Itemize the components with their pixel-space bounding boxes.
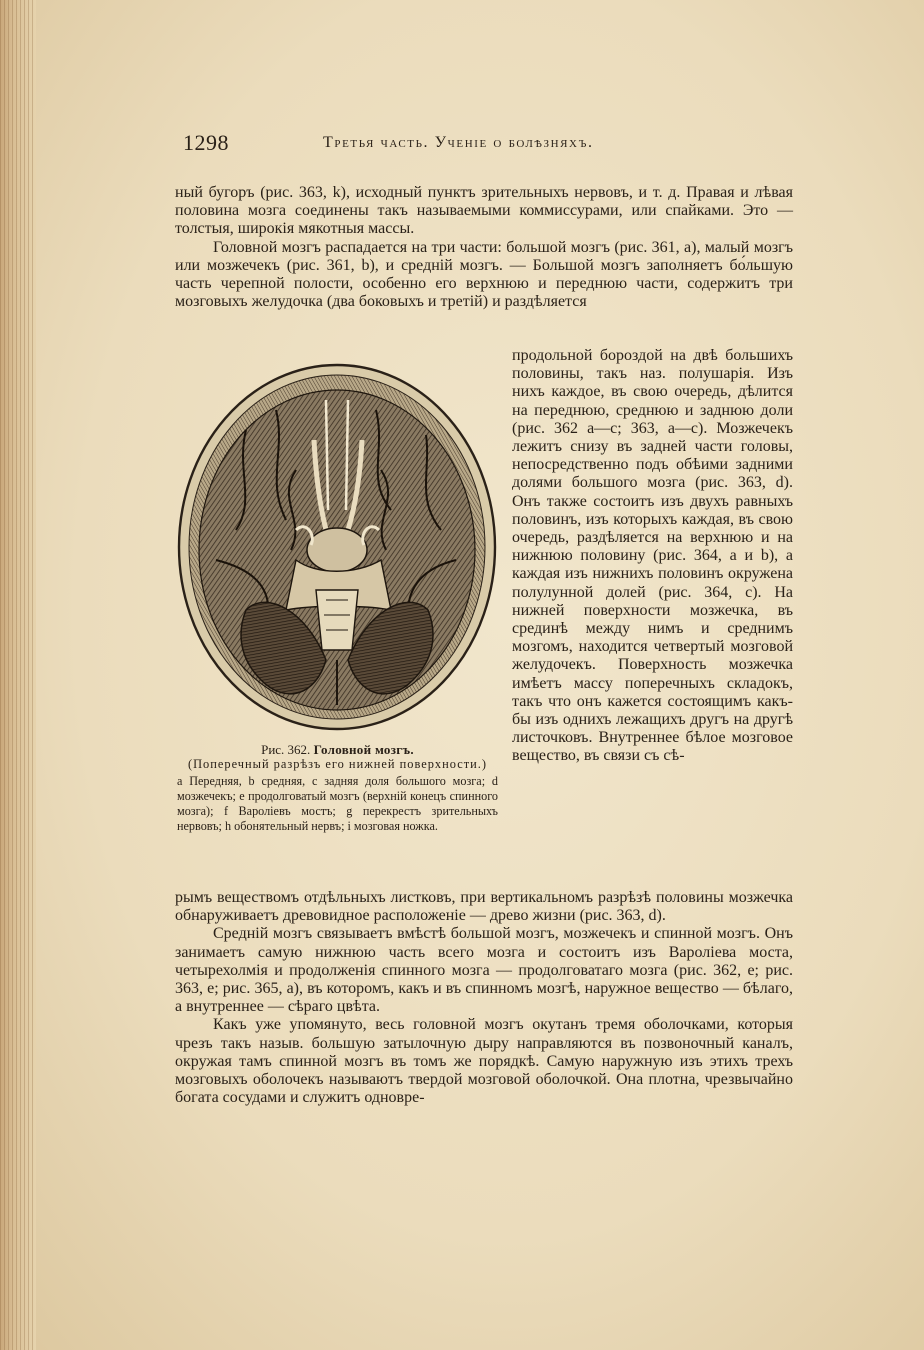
running-title: Третья часть. Ученіе о болѣзняхъ.: [323, 134, 594, 151]
paragraph-brain-parts: Головной мозгъ распадается на три части: большой мозгъ (рис. 361, a), малый мозгъ или мозжечекъ (рис. 361, b), и средній мозгъ. — Большой мозгъ заполняетъ бо́льшую часть черепной полости, особенно его верхнюю и переднюю части, содержитъ три мозговыхъ желудочка (два боковыхъ и третій) и раздѣляется: [175, 238, 793, 311]
page-header: [183, 130, 793, 160]
brain-section-drawing: [176, 360, 498, 734]
brain-illustration: [176, 360, 498, 734]
intro-paragraph: ный бугоръ (рис. 363, k), исходный пунктъ зрительныхъ нервовъ, и т. д. Правая и лѣвая половина мозга соединены такъ называемыми коммиссурами, или спайками. Это — толстыя, широкія мякотныя массы.: [175, 184, 793, 238]
figure-title: Головной мозгъ.: [313, 742, 414, 757]
figure-subtitle: (Поперечный разрѣзъ его нижней поверхности.): [187, 757, 488, 771]
figure-caption: [177, 742, 498, 834]
right-column-text: продольной бороздой на двѣ большихъ половины, такъ наз. полушарія. Изъ нихъ каждое, въ свою очередь, дѣлится на переднюю, среднюю и заднюю доли (рис. 362 a—c; 363, a—c). Мозжечекъ лежитъ снизу въ задней части головы, непосредственно подъ обѣими задними долями большого мозга (рис. 363, d). Онъ также состоитъ изъ двухъ равныхъ половинъ, изъ которыхъ каждая, въ свою очередь, раздѣляется на верхнюю и на нижнюю половину (рис. 364, a и b), а каждая изъ нижнихъ половинъ окружена полулунной долей (рис. 364, c). На нижней поверхности мозжечка, въ срединѣ между нимъ и среднимъ мозгомъ, находится четвертый мозговой желудочекъ. Поверхность мозжечка имѣетъ массу поперечныхъ складокъ, такъ что онъ кажется состоящимъ какъ-бы изъ однихъ лежащихъ другъ на другѣ листочковъ. Внутреннее бѣлое мозговое вещество, въ связи съ сѣ-: [512, 347, 793, 765]
bottom-text: [175, 889, 793, 1107]
top-text: [175, 184, 793, 311]
figure-title-line: [177, 742, 498, 757]
page-number: 1298: [183, 130, 229, 155]
paragraph-meninges: Какъ уже упомянуто, весь головной мозгъ окутанъ тремя оболочками, которыя чрезъ такъ назыв. большую затылочную дыру направляются въ позвоночный каналъ, окружая тамъ спинной мозгъ въ томъ же порядкѣ. Самую наружную изъ этихъ трехъ мозговыхъ оболочекъ называютъ твердой мозговой оболочкой. Она плотна, чрезвычайно богата сосудами и служитъ одновре-: [175, 1016, 793, 1107]
paragraph-midbrain: Средній мозгъ связываетъ вмѣстѣ большой мозгъ, мозжечекъ и спинной мозгъ. Онъ занимаетъ самую нижнюю часть всего мозга и состоитъ изъ Варолiева моста, четырехолмія и продолженія спинного мозга — продолговатаго мозга (рис. 362, e; рис. 363, e; рис. 365, a), въ которомъ, какъ и въ спинномъ мозгѣ, наружное вещество — бѣлаго, а внутреннее — сѣраго цвѣта.: [175, 925, 793, 1016]
figure-label: Рис. 362.: [261, 742, 311, 757]
figure-legend: a Передняя, b средняя, c задняя доля большого мозга; d мозжечекъ; e продолговатый мозгъ (верхній конецъ спинного мозга); f Варолiевъ мостъ; g перекрестъ зрительныхъ нервовъ; h обонятельный нервъ; i мозговая ножка.: [177, 774, 498, 833]
page-edge-lines: [0, 0, 36, 1350]
continuation-paragraph: рымъ веществомъ отдѣльныхъ листковъ, при вертикальномъ разрѣзѣ половины мозжечка обнаруживаетъ древовидное расположеніе — древо жизни (рис. 363, d).: [175, 889, 793, 925]
